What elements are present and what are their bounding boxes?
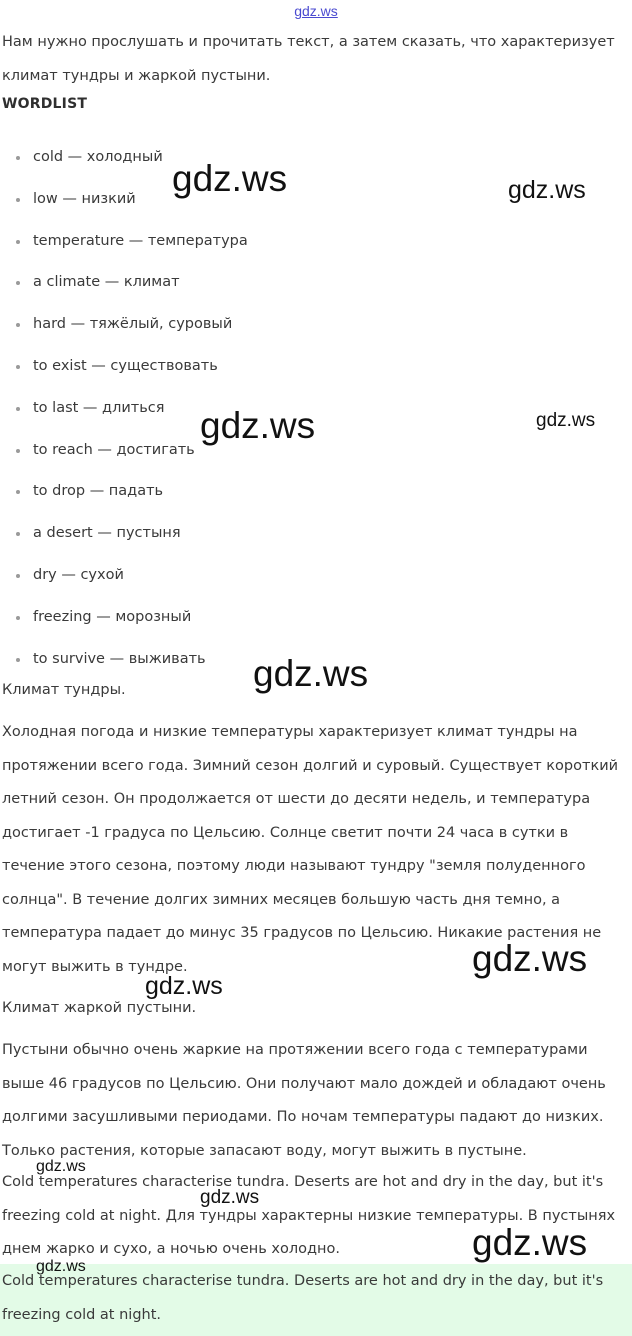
desert-title: Климат жаркой пустыни. [2,1000,197,1016]
bullet-icon [16,490,20,494]
watermark: gdz.ws [200,405,316,446]
tundra-paragraph: Холодная погода и низкие температуры характеризует климат тундры на протяжении всего года. Зимний сезон долгий и суровый. Существует короткий летний сезон. Он продолжается от шести до десяти недель, и температура достигает -1 градуса по Цельсию. Солнце светит почти 24 часа в сутки в течение этого сезона, поэтому люди называют тундру "земля полуденного солнца". В течение долгих зимних месяцев большую часть дня темно, а температура падает до минус 35 градусов по Цельсию. Никакие растения не могут выжить в тундре. [2,724,619,975]
list-item: to last — длиться [0,391,400,433]
bullet-icon [16,281,20,285]
site-link[interactable]: gdz.ws [294,3,338,19]
bullet-icon [16,240,20,244]
list-item: hard — тяжёлый, суровый [0,307,400,349]
tundra-title: Климат тундры. [2,682,126,698]
watermark: gdz.ws [253,653,369,694]
list-item: cold — холодный [0,140,400,182]
watermark: gdz.ws [200,1187,260,1208]
bullet-icon [16,658,20,662]
answer-paragraph: Cold temperatures characterise tundra. Deserts are hot and dry in the day, but it's freezing cold at night. Для тундры характерны низкие температуры. В пустынях днем жарко и сухо, а ночью очень холодно. [2,1174,616,1257]
bullet-icon [16,532,20,536]
watermark: gdz.ws [536,410,596,431]
bullet-icon [16,365,20,369]
intro-text: Нам нужно прослушать и прочитать текст, а затем сказать, что характеризует климат тундры и жаркой пустыни. [2,34,615,84]
wordlist-heading: WORDLIST [2,96,88,112]
watermark: gdz.ws [36,1258,86,1275]
bullet-icon [16,574,20,578]
list-item: a climate — климат [0,265,400,307]
watermark: gdz.ws [145,972,223,1000]
bullet-icon [16,323,20,327]
bullet-icon [16,449,20,453]
list-item: to exist — существовать [0,349,400,391]
list-item: freezing — морозный [0,600,400,642]
list-item: to survive — выживать [0,642,400,684]
desert-paragraph: Пустыни обычно очень жаркие на протяжении всего года с температурами выше 46 градусов по Цельсию. Они получают мало дождей и обладают очень долгими засушливыми периодами. По ночам температуры падают до низких. Только растения, которые запасают воду, могут выжить в пустыне. [2,1042,606,1159]
bullet-icon [16,198,20,202]
list-item: a desert — пустыня [0,516,400,558]
list-item: to reach — достигать [0,433,400,475]
list-item: temperature — температура [0,224,400,266]
list-item: to drop — падать [0,474,400,516]
bullet-icon [16,156,20,160]
watermark: gdz.ws [172,158,288,199]
list-item: low — низкий [0,182,400,224]
watermark: gdz.ws [508,176,586,204]
list-item: dry — сухой [0,558,400,600]
highlighted-answer: Cold temperatures characterise tundra. Deserts are hot and dry in the day, but it's freezing cold at night. [2,1273,604,1323]
watermark: gdz.ws [36,1158,86,1175]
bullet-icon [16,616,20,620]
watermark: gdz.ws [472,938,588,979]
watermark: gdz.ws [472,1222,588,1263]
bullet-icon [16,407,20,411]
